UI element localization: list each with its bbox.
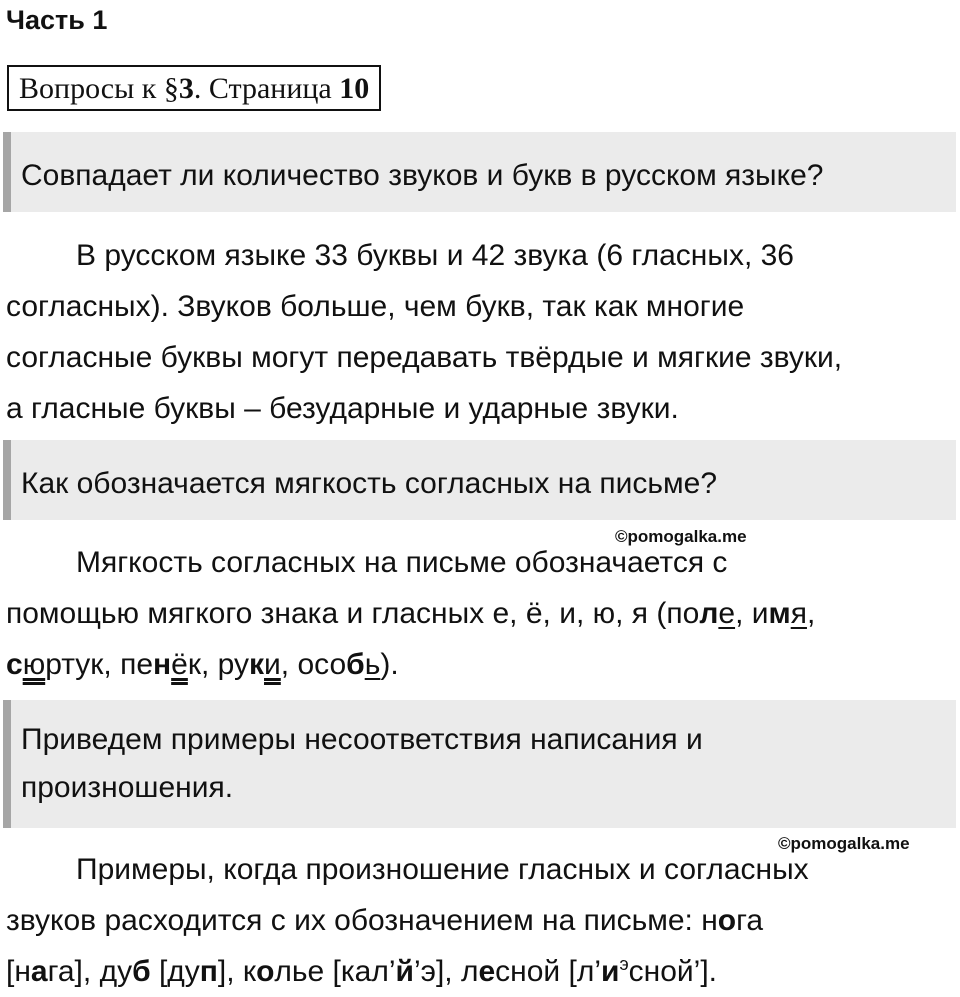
example-osob: особь). [297, 648, 399, 681]
example-ruki: руки, [217, 648, 298, 681]
question-3-line-2: произношения. [21, 771, 234, 804]
answer-3-line-2: звуков расходится с их обозначением на письме: нога [6, 904, 764, 937]
watermark-2: ©pomogalka.me [778, 834, 910, 853]
answer-1-line-4: а гласные буквы – безударные и ударные звуки. [6, 392, 679, 425]
answer-3-line-1: Примеры, когда произношение гласных и согласных [76, 853, 809, 886]
example-penyok: пенёк, [120, 648, 218, 681]
watermark-1: ©pomogalka.me [615, 527, 747, 546]
answer-3 [6, 844, 956, 997]
answer-1-line-1: В русском языке 33 буквы и 42 звука (6 гласных, 36 [76, 239, 794, 272]
answer-1 [6, 230, 956, 434]
section-paragraph-number: 3 [178, 72, 194, 105]
example-imya: имя, [751, 597, 816, 630]
example-pole: поле, [666, 597, 752, 630]
question-3-bar [3, 700, 956, 828]
question-1-text: Совпадает ли количество звуков и букв в русском языке? [21, 159, 824, 192]
answer-2-line-2-text: помощью мягкого знака и гласных е, ё, и, ю, я ( [6, 597, 667, 630]
section-heading [7, 65, 381, 111]
answer-2 [6, 537, 956, 690]
question-2-text: Как обозначается мягкость согласных на письме? [21, 467, 718, 500]
question-3-line-1: Приведем примеры несоответствия написания и [21, 723, 703, 756]
answer-2-line-1: Мягкость согласных на письме обозначается с [76, 546, 728, 579]
section-page-number: 10 [339, 72, 370, 105]
question-2-bar [3, 440, 956, 520]
section-page-label: . Страница [193, 72, 340, 105]
answer-2-line-2 [6, 588, 956, 639]
answer-1-line-2: согласных). Звуков больше, чем букв, так как многие [6, 290, 745, 323]
question-1-bar [3, 132, 956, 212]
section-prefix: Вопросы к § [19, 72, 179, 105]
part-label: Часть 1 [6, 5, 108, 35]
answer-3-line-3: [нага], дуб [дуп], колье [кал’й’э], лесной $[л’и^эсной’]$. [6, 954, 718, 988]
answer-2-line-3 [6, 639, 956, 690]
example-syurtuk: сюртук, [6, 648, 121, 681]
answer-1-line-3: согласные буквы могут передавать твёрдые и мягкие звуки, [6, 341, 843, 374]
